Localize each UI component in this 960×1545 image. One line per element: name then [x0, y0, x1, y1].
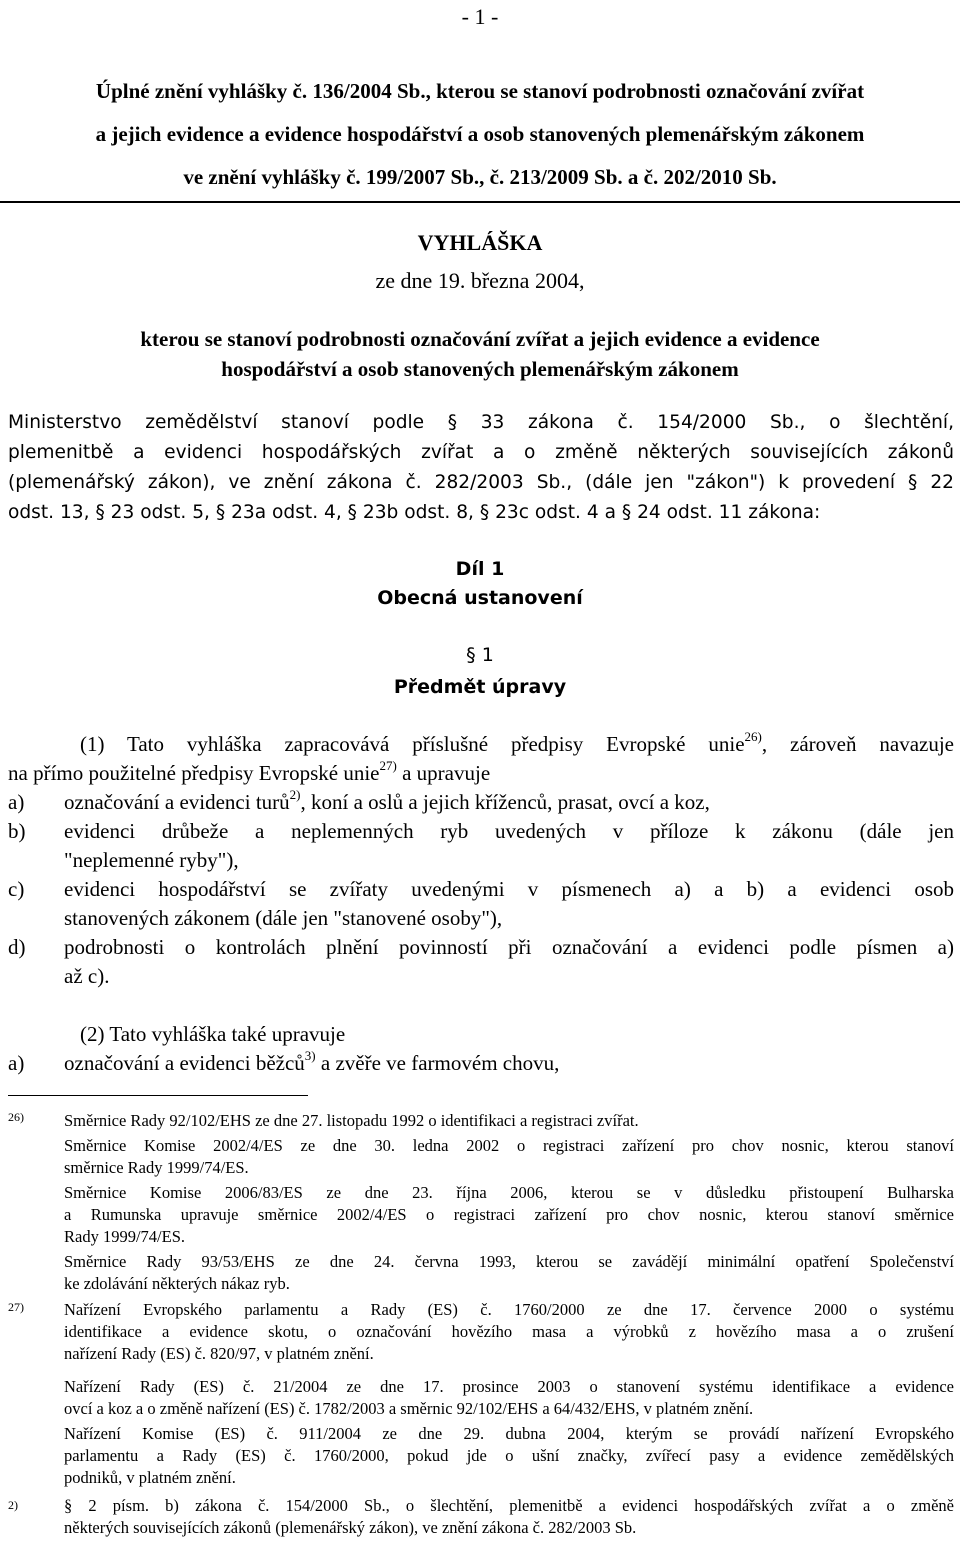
title-line: ve znění vyhlášky č. 199/2007 Sb., č. 213/2009 Sb. a č. 202/2010 Sb. [183, 165, 777, 189]
footnote-line: směrnice Rady 1999/74/ES. [64, 1158, 249, 1177]
subtitle-line: hospodářství a osob stanovených plemenářským zákonem [221, 357, 739, 381]
footnote-line: identifikace a evidence skotu, o označování hovězího masa a výrobků z hovězího masa a o zrušení [64, 1322, 954, 1341]
list-item-text [64, 817, 954, 875]
footnote-divider [8, 1095, 308, 1096]
paragraph-line [8, 730, 954, 759]
title-divider [0, 201, 960, 203]
footnote-line: ovcí a koz a o změně nařízení (ES) č. 1782/2003 a směrnic 92/102/EHS a 64/432/EHS, v platném znění. [64, 1399, 754, 1418]
list-item-text [64, 933, 954, 991]
list-item-text-part: označování a evidenci turů [64, 790, 290, 814]
list-item-label: a) [8, 790, 25, 814]
preamble-line: odst. 13, § 23 odst. 5, § 23a odst. 4, § 23b odst. 8, § 23c odst. 4 a § 24 odst. 11 zákona: [8, 502, 821, 523]
footnote-text [64, 1423, 954, 1489]
list-item-label: d) [8, 935, 26, 959]
footnote-line: Směrnice Rady 93/53/EHS ze dne 24. června 1993, kterou se zavádějí minimální opatření Společenství [64, 1252, 954, 1271]
list-item-line: "neplemenné ryby"), [64, 848, 239, 872]
subtitle-line: kterou se stanoví podrobnosti označování zvířat a jejich evidence a evidence [140, 327, 820, 351]
page-number: - 1 - [461, 4, 499, 29]
footnote-line: Směrnice Rady 92/102/EHS ze dne 27. listopadu 1992 o identifikaci a registraci zvířat. [64, 1111, 639, 1130]
section-title: Předmět úpravy [393, 676, 567, 698]
paragraph-2 [8, 1020, 954, 1049]
footnote-line: Směrnice Komise 2006/83/ES ze dne 23. října 2006, kterou se v důsledku přistoupení Bulharska [64, 1183, 954, 1202]
footnote-text [64, 1251, 954, 1295]
footnote-ref: 27) [379, 758, 397, 773]
title-line: Úplné znění vyhlášky č. 136/2004 Sb., kterou se stanoví podrobnosti označování zvířat [95, 79, 865, 103]
footnote-ref: 3) [304, 1048, 316, 1063]
section-label: § 1 [466, 644, 494, 666]
footnote-line: nařízení Rady (ES) č. 820/97, v platném znění. [64, 1344, 374, 1363]
list-item-text-part: a zvěře ve farmovém chovu, [315, 1051, 560, 1075]
footnote-line: a Rumunska upravuje směrnice 2002/4/ES o registraci zařízení pro chov nosnic, kterou stanoví směrnice [64, 1205, 954, 1224]
footnote-line: Směrnice Komise 2002/4/ES ze dne 30. ledna 2002 o registraci zařízení pro chov nosnic, kterou stanoví [64, 1136, 954, 1155]
footnote-text [64, 1376, 954, 1420]
preamble-line: plemenitbě a evidenci hospodářských zvířat a o změně některých souvisejících zákonů [8, 442, 954, 463]
footnote-marker: 2) [8, 1498, 18, 1512]
footnote-marker: 26) [8, 1110, 24, 1124]
footnote-line: Nařízení Evropského parlamentu a Rady (ES) č. 1760/2000 ze dne 17. července 2000 o systému [64, 1300, 954, 1319]
paragraph-text: na přímo použitelné předpisy Evropské unie [8, 761, 380, 785]
decree-subtitle [0, 324, 960, 384]
part-label: Díl 1 [455, 558, 505, 580]
list-item-label: a) [8, 1051, 25, 1075]
paragraph-1 [8, 730, 954, 788]
footnote-marker: 27) [8, 1300, 24, 1314]
decree-date: ze dne 19. března 2004, [375, 268, 585, 293]
footnote-text [64, 1299, 954, 1365]
list-item-line: podrobnosti o kontrolách plnění povinností při označování a evidenci podle písmen a) [64, 935, 954, 959]
paragraph-text: , zároveň navazuje [761, 732, 954, 756]
footnote-line: podniků, v platném znění. [64, 1468, 236, 1487]
list-item-line: evidenci drůbeže a neplemenných ryb uvedených v příloze k zákonu (dále jen [64, 819, 954, 843]
list-item-label: b) [8, 819, 26, 843]
paragraph-intro: (2) Tato vyhláška také upravuje [80, 1022, 346, 1046]
footnote-line: parlamentu a Rady (ES) č. 1760/2000, pokud jde o ušní značky, zvířecí pasy a evidence zemědělských [64, 1446, 954, 1465]
decree-heading: VYHLÁŠKA [417, 230, 543, 255]
footnote-line: Nařízení Komise (ES) č. 911/2004 ze dne 29. dubna 2004, kterým se provádí nařízení Evropského [64, 1424, 954, 1443]
list-item-line: stanovených zákonem (dále jen "stanovené osoby"), [64, 906, 503, 930]
footnote-line: některých souvisejících zákonů (plemenářský zákon), ve znění zákona č. 282/2003 Sb. [64, 1518, 637, 1537]
footnote-text [64, 1495, 954, 1539]
footnote-line: Nařízení Rady (ES) č. 21/2004 ze dne 17. prosince 2003 o stanovení systému identifikace a evidence [64, 1377, 954, 1396]
list-item-line: až c). [64, 964, 110, 988]
preamble-line: (plemenářský zákon), ve znění zákona č. 282/2003 Sb., (dále jen "zákon") k provedení § 22 [8, 472, 954, 493]
footnote-line: Rady 1999/74/ES. [64, 1227, 186, 1246]
paragraph-text: (1) Tato vyhláška zapracovává příslušné předpisy Evropské unie [80, 732, 745, 756]
preamble-line: Ministerstvo zemědělství stanoví podle § 33 zákona č. 154/2000 Sb., o šlechtění, [8, 412, 954, 433]
footnote-text [64, 1182, 954, 1248]
footnote-text [64, 1110, 954, 1132]
footnote-ref: 2) [289, 787, 301, 802]
list-item-text [64, 1049, 954, 1078]
footnote-line: ke zdolávání některých nákaz ryb. [64, 1274, 290, 1293]
footnote-ref: 26) [744, 729, 762, 744]
list-item-text-part: , koní a oslů a jejich kříženců, prasat, ovcí a koz, [300, 790, 710, 814]
preamble [8, 408, 954, 528]
list-item-line: evidenci hospodářství se zvířaty uvedenými v písmenech a) a b) a evidenci osob [64, 877, 954, 901]
paragraph-text: a upravuje [396, 761, 491, 785]
paragraph-line [8, 759, 954, 788]
list-item-text [64, 788, 954, 817]
document-title [0, 70, 960, 199]
title-line: a jejich evidence a evidence hospodářství a osob stanovených plemenářským zákonem [95, 122, 865, 146]
list-item-text [64, 875, 954, 933]
list-item-text-part: označování a evidenci běžců [64, 1051, 305, 1075]
list-item-label: c) [8, 877, 25, 901]
footnote-text [64, 1135, 954, 1179]
footnote-line: § 2 písm. b) zákona č. 154/2000 Sb., o šlechtění, plemenitbě a evidenci hospodářských zvířat a o změně [64, 1496, 954, 1515]
part-title: Obecná ustanovení [377, 587, 583, 609]
